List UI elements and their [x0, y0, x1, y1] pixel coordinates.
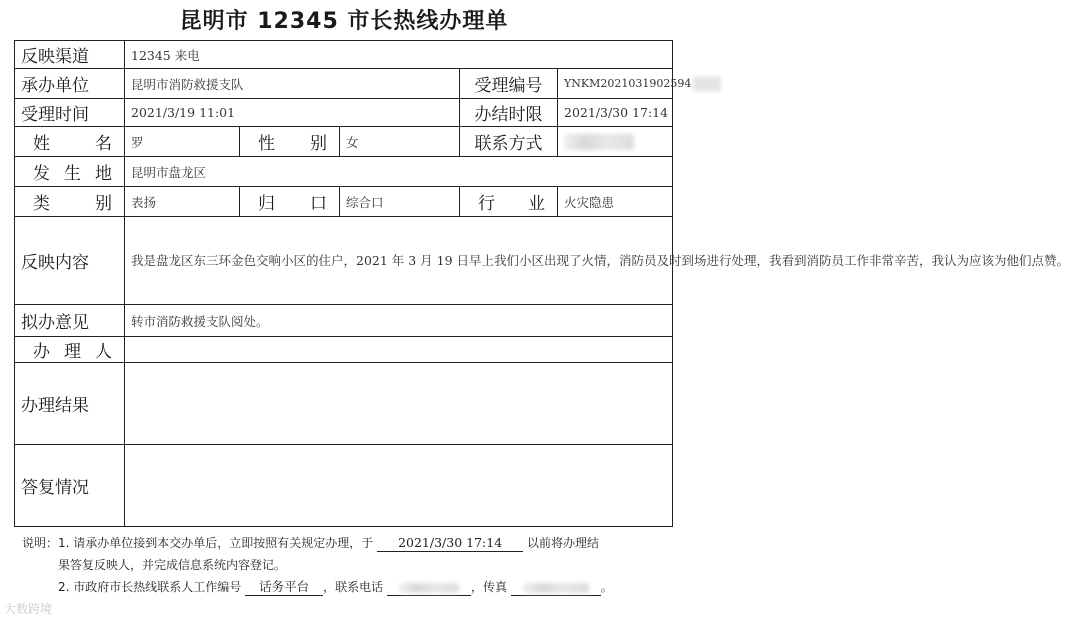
channel-value: 12345 来电 — [125, 41, 673, 69]
note-line-1 — [22, 532, 672, 554]
accept-time-value: 2021/3/19 11:01 — [125, 99, 460, 127]
accept-no-value: YNKM2021031902594 — [564, 76, 692, 90]
industry-value: 火灾隐患 — [558, 187, 673, 217]
unit-value: 昆明市消防救援支队 — [125, 69, 460, 99]
belong-label: 归口 — [240, 187, 340, 217]
note-1-date: 2021/3/30 17:14 — [377, 535, 523, 552]
form-title: 昆明市 12345 市长热线办理单 — [179, 9, 509, 34]
content-value: 我是盘龙区东三环金色交响小区的住户，2021 年 3 月 19 日早上我们小区出现了火情，消防员及时到场进行处理，我看到消防员工作非常辛苦，我认为应该为他们点赞。 — [125, 217, 673, 305]
name-label: 姓名 — [15, 127, 125, 157]
accept-no-cell — [558, 69, 692, 99]
channel-label: 反映渠道 — [15, 41, 125, 69]
opinion-value: 转市消防救援支队阅处。 — [125, 305, 673, 337]
row-handler — [15, 337, 673, 363]
location-value: 昆明市盘龙区 — [125, 157, 673, 187]
content-label: 反映内容 — [15, 217, 125, 305]
notes-prefix: 说明： — [22, 536, 59, 550]
row-person — [15, 127, 673, 157]
note-2-text-b: ，联系电话 — [323, 580, 384, 594]
reply-value — [125, 445, 673, 527]
note-2-text-c: ，传真 — [470, 580, 507, 594]
opinion-label: 拟办意见 — [15, 305, 125, 337]
accept-time-label: 受理时间 — [15, 99, 125, 127]
location-label: 发生地 — [15, 157, 125, 187]
row-reply — [15, 445, 673, 527]
deadline-value: 2021/3/30 17:14 — [558, 99, 673, 127]
redaction-mark — [564, 134, 634, 150]
watermark: 大数跨境 — [4, 602, 53, 616]
row-result — [15, 363, 673, 445]
row-channel — [15, 41, 673, 69]
result-label: 办理结果 — [15, 363, 125, 445]
note-2-text-d: 。 — [600, 580, 613, 594]
row-category — [15, 187, 673, 217]
row-time — [15, 99, 673, 127]
category-label: 类别 — [15, 187, 125, 217]
accept-no-label: 受理编号 — [460, 69, 558, 99]
fax-redacted — [511, 579, 601, 596]
note-line-2 — [22, 554, 672, 576]
redaction-mark — [523, 583, 589, 593]
reply-label: 答复情况 — [15, 445, 125, 527]
contact-label: 联系方式 — [460, 127, 558, 157]
industry-label: 行业 — [460, 187, 558, 217]
result-value — [125, 363, 673, 445]
row-location — [15, 157, 673, 187]
redaction-mark — [399, 583, 459, 593]
category-value: 表扬 — [125, 187, 240, 217]
handler-label: 办理人 — [15, 337, 125, 363]
row-opinion — [15, 305, 673, 337]
row-content — [15, 217, 673, 305]
handler-value — [125, 337, 673, 363]
hotline-form-table — [14, 40, 1069, 527]
note-1-text-c: 果答复反映人，并完成信息系统内容登记。 — [58, 558, 287, 572]
contact-value — [558, 127, 673, 157]
gender-label: 性别 — [240, 127, 340, 157]
name-value: 罗 — [125, 127, 240, 157]
note-line-3 — [22, 576, 672, 598]
note-2-code: 话务平台 — [245, 579, 323, 596]
notes-section — [22, 532, 672, 598]
unit-label: 承办单位 — [15, 69, 125, 99]
note-1-text-b: 以前将办理结 — [526, 536, 599, 550]
redaction-mark — [693, 77, 721, 91]
phone-redacted — [387, 579, 471, 596]
gender-value: 女 — [340, 127, 460, 157]
belong-value: 综合口 — [340, 187, 460, 217]
note-1-text-a: 1. 请承办单位接到本交办单后，立即按照有关规定办理，于 — [58, 536, 374, 550]
note-2-text-a: 2. 市政府市长热线联系人工作编号 — [58, 580, 242, 594]
deadline-label: 办结时限 — [460, 99, 558, 127]
row-unit — [15, 69, 673, 99]
